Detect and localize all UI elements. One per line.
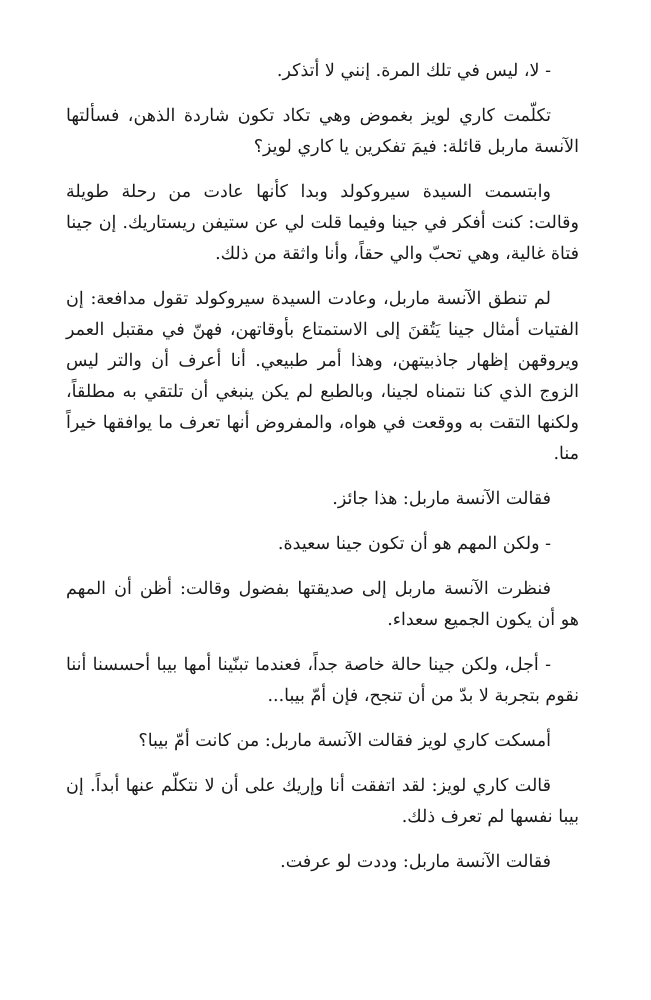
paragraph-8: - أجل، ولكن جينا حالة خاصة جداً، فعندما تبنّينا أمها بيبا أحسسنا أننا نقوم بتجربة لا بدّ من أن تنجح، فإن أمّ بيبا... — [66, 655, 579, 706]
paragraph-6: - ولكن المهم هو أن تكون جينا سعيدة. — [277, 534, 551, 554]
paragraph-5: فقالت الآنسة ماربل: هذا جائز. — [332, 489, 551, 509]
paragraph-7: فنظرت الآنسة ماربل إلى صديقتها بفضول وقالت: أظن أن المهم هو أن يكون الجميع سعداء. — [66, 579, 579, 630]
paragraph-11: فقالت الآنسة ماربل: وددت لو عرفت. — [280, 852, 551, 872]
paragraph-1: - لا، ليس في تلك المرة. إنني لا أتذكر. — [276, 61, 551, 81]
paragraph-9: أمسكت كاري لويز فقالت الآنسة ماربل: من كانت أمّ بيبا؟ — [138, 731, 551, 751]
paragraph-2: تكلّمت كاري لويز بغموض وهي تكاد تكون شاردة الذهن، فسألتها الآنسة ماربل قائلة: فيمَ تفكرين يا كاري لويز؟ — [66, 106, 579, 157]
paragraph-3: وابتسمت السيدة سيروكولد وبدا كأنها عادت من رحلة طويلة وقالت: كنت أفكر في جينا وفيما قلت لي عن ستيفن ريستاريك. إن جينا فتاة غالية، وهي تحبّ والي حقاً، وأنا واثقة من ذلك. — [66, 182, 579, 264]
paragraph-4: لم تنطق الآنسة ماربل، وعادت السيدة سيروكولد تقول مدافعة: إن الفتيات أمثال جينا يَتُقنَ إلى الاستمتاع بأوقاتهن، فهنّ في مقتبل العمر ويروقهن إظهار جاذبيتهن، وهذا أمر طبيعي. أنا أعرف أن والتر ليس الزوج الذي كنا نتمناه لجينا، وبالطبع لم يكن ينبغي أن تلتقي به مطلقاً، ولكنها التقت به ووقعت في هواه، والمفروض أنها تعرف ما يوافقها خيراً منا. — [66, 289, 579, 464]
paragraph-10: قالت كاري لويز: لقد اتفقت أنا وإريك على أن لا نتكلّم عنها أبداً. إن بيبا نفسها لم تعرف ذلك. — [66, 776, 579, 827]
